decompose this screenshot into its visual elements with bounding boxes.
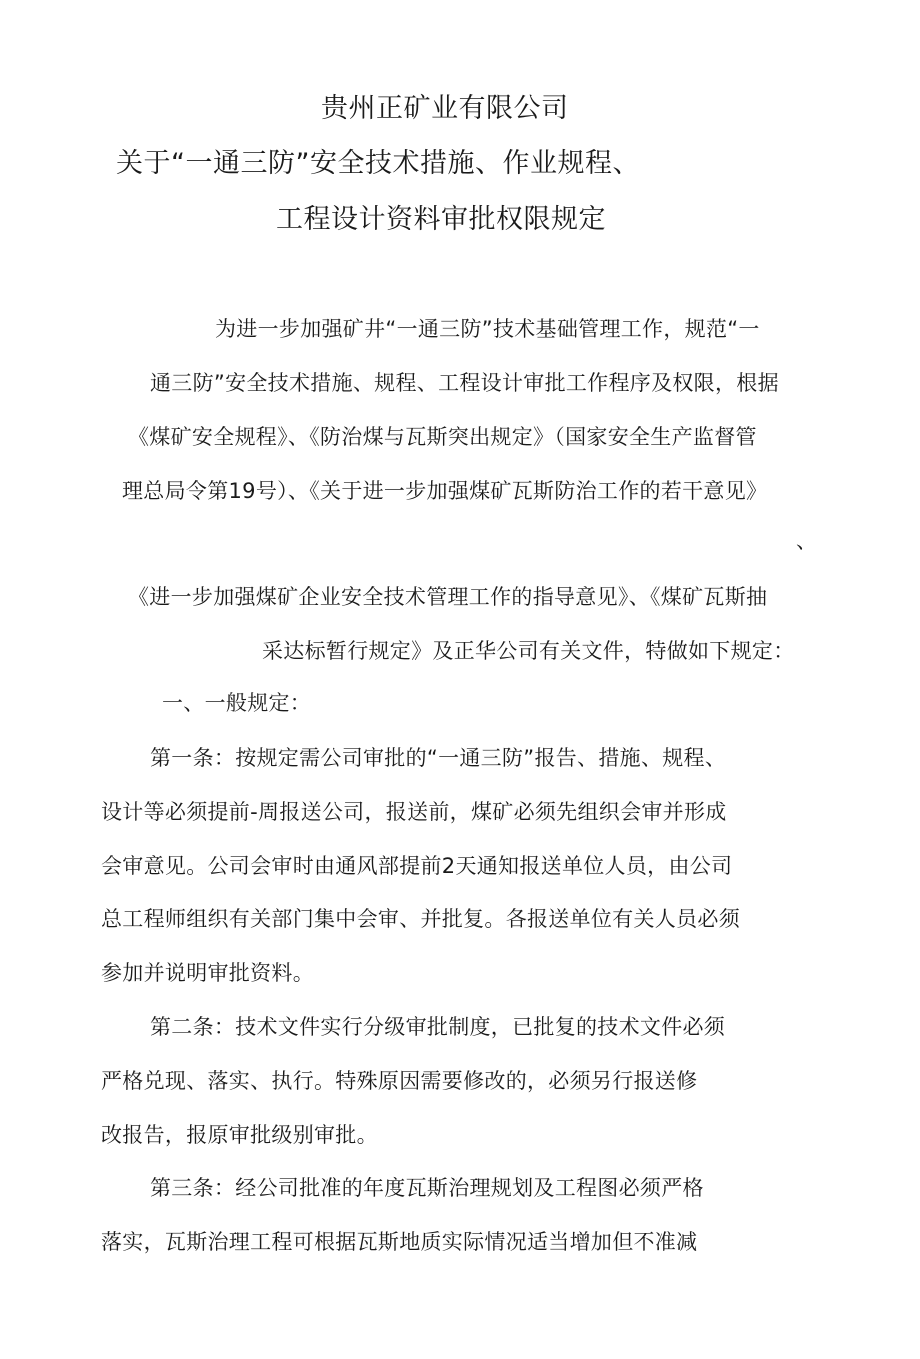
intro-line: 理总局令第19号）、《关于进一步加强煤矿瓦斯防治工作的若干意见》 (122, 479, 768, 503)
intro-line: 《进一步加强煤矿企业安全技术管理工作的指导意见》、《煤矿瓦斯抽 (128, 585, 768, 609)
article-1-line: 会审意见。公司会审时由通风部提前2天通知报送单位人员，由公司 (101, 854, 733, 878)
article-2-line: 改报告，报原审批级别审批。 (101, 1123, 378, 1147)
article-1-line: 总工程师组织有关部门集中会审、并批复。各报送单位有关人员必须 (101, 907, 740, 931)
document-title-company: 贵州正矿业有限公司 (321, 93, 569, 124)
article-1-line: 参加并说明审批资料。 (101, 961, 314, 985)
article-2-line: 严格兑现、落实、执行。特殊原因需要修改的，必须另行报送修 (101, 1069, 698, 1093)
document-title-subject: 关于“一通三防”安全技术措施、作业规程、 (116, 148, 640, 179)
article-1-line: 第一条：按规定需公司审批的“一通三防”报告、措施、规程、 (150, 746, 727, 770)
intro-line: 为进一步加强矿井“一通三防”技术基础管理工作，规范“一 (215, 317, 760, 341)
intro-line: 通三防”安全技术措施、规程、工程设计审批工作程序及权限，根据 (150, 371, 779, 395)
intro-line: 《煤矿安全规程》、《防治煤与瓦斯突出规定》（国家安全生产监督管 (128, 425, 757, 449)
article-1-line: 设计等必须提前-周报送公司，报送前，煤矿必须先组织会审并形成 (101, 800, 727, 824)
section-heading: 一、一般规定： (162, 691, 312, 715)
intro-line: 、 (796, 529, 818, 553)
intro-line: 采达标暂行规定》及正华公司有关文件，特做如下规定： (262, 639, 795, 663)
article-3-line: 落实，瓦斯治理工程可根据瓦斯地质实际情况适当增加但不准减 (101, 1230, 698, 1254)
article-3-line: 第三条：经公司批准的年度瓦斯治理规划及工程图必须严格 (150, 1176, 704, 1200)
document-title-scope: 工程设计资料审批权限规定 (276, 204, 606, 235)
article-2-line: 第二条：技术文件实行分级审批制度，已批复的技术文件必须 (150, 1015, 726, 1039)
